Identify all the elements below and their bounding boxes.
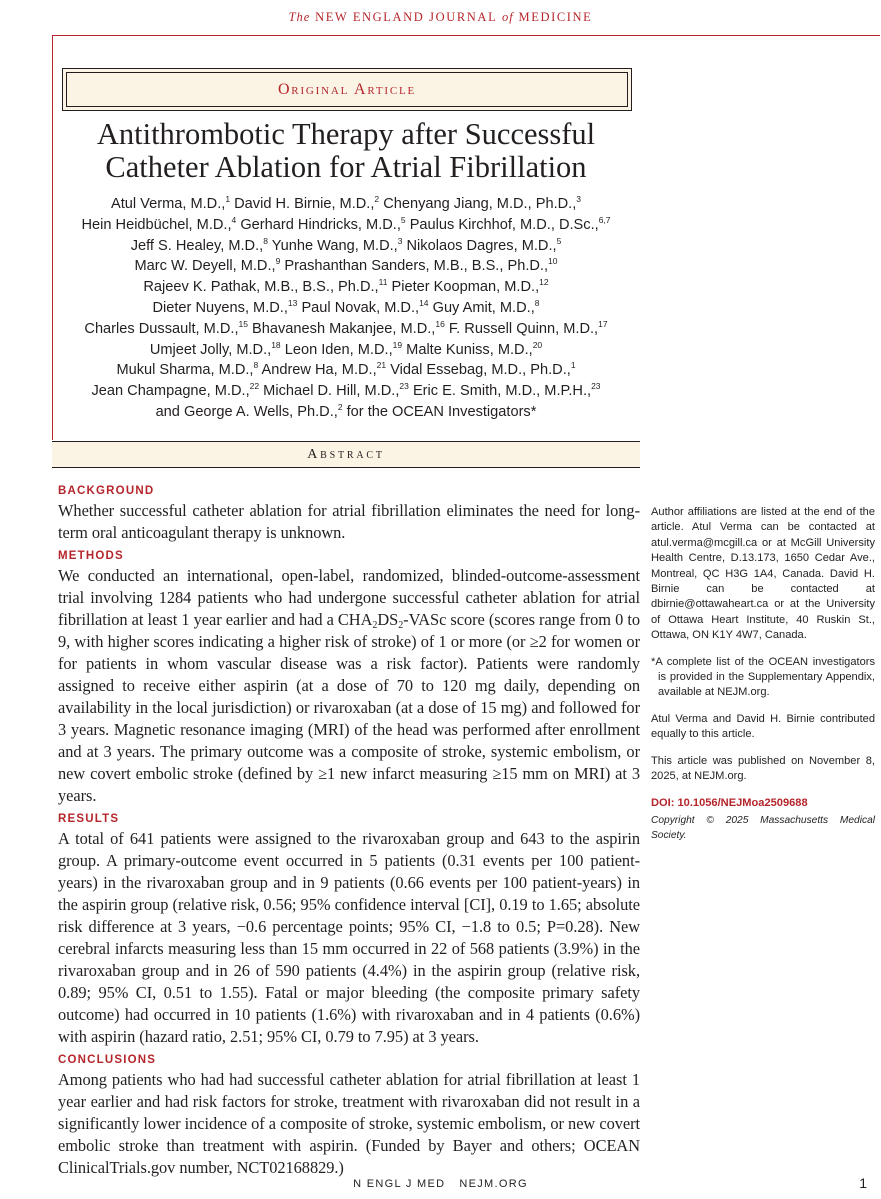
author-line — [52, 277, 640, 298]
sidebar-investigators-note: *A complete list of the OCEAN investigators is provided in the Supplementary Appendix, available at NEJM.org. — [651, 655, 875, 699]
author-line — [52, 319, 640, 340]
author-name: Marc W. Deyell, M.D., — [134, 258, 276, 275]
author-name: Paul Novak, M.D., — [301, 299, 420, 316]
header-rule — [52, 35, 880, 36]
author-name: Malte Kuniss, M.D., — [406, 341, 533, 358]
methods-subscript-1: 2 — [372, 620, 378, 631]
author-name: Dieter Nuyens, M.D., — [152, 299, 288, 316]
article-title-line-2: Catheter Ablation for Atrial Fibrillation — [105, 150, 587, 184]
author-affiliation-number: 23 — [591, 381, 601, 392]
author-affiliation-number: 18 — [271, 339, 281, 350]
author-affiliation-number: 13 — [287, 297, 298, 308]
methods-text-part-2: DS — [377, 610, 399, 629]
author-affiliation-number: 12 — [539, 277, 549, 288]
author-name: for the OCEAN Investigators* — [346, 403, 537, 420]
author-name: Andrew Ha, M.D., — [261, 362, 377, 379]
journal-header-medicine: MEDICINE — [518, 10, 593, 24]
sidebar-doi[interactable]: DOI: 10.1056/NEJMoa2509688 — [651, 796, 808, 809]
author-affiliation-number: 19 — [392, 339, 403, 350]
methods-text-part-1: We conducted an international, open-label, randomized, blinded-outcome-assessment trial involving 1284 patients who had undergone successful catheter ablation for atrial fibrillation at least 1 year earlier and had a CHA — [58, 566, 640, 629]
author-name: Bhavanesh Makanjee, M.D., — [252, 320, 436, 337]
abstract-heading-label: Abstract — [307, 447, 385, 462]
author-affiliation-number: 5 — [400, 214, 406, 225]
author-name: Rajeev K. Pathak, M.B., B.S., Ph.D., — [143, 279, 379, 296]
article-title-line-1: Antithrombotic Therapy after Successful — [96, 117, 596, 151]
author-line — [52, 256, 640, 277]
author-name: Atul Verma, M.D., — [110, 196, 226, 212]
author-name: Yunhe Wang, M.D., — [271, 237, 398, 254]
author-line — [52, 215, 640, 236]
journal-header-the: The — [288, 10, 311, 24]
article-title — [52, 118, 640, 184]
author-affiliation-number: 6,7 — [598, 214, 611, 225]
author-name: Vidal Essebag, M.D., Ph.D., — [390, 362, 571, 379]
author-name: Eric E. Smith, M.D., M.P.H., — [412, 383, 592, 400]
author-affiliation-number: 21 — [376, 360, 387, 371]
journal-header-name: NEW ENGLAND JOURNAL — [315, 10, 498, 24]
article-type-box — [62, 68, 632, 111]
author-affiliation-number: 8 — [253, 360, 259, 371]
author-affiliation-number: 15 — [238, 318, 248, 329]
results-heading: RESULTS — [58, 813, 120, 825]
author-name: Jeff S. Healey, M.D., — [130, 237, 264, 254]
author-affiliation-number: 2 — [374, 194, 380, 204]
sidebar-equal-contribution: Atul Verma and David H. Birnie contributed equally to this article. — [651, 712, 875, 741]
author-name: Michael D. Hill, M.D., — [263, 383, 400, 400]
footer-site[interactable]: NEJM.ORG — [459, 1178, 528, 1190]
author-name: Leon Iden, M.D., — [284, 341, 393, 358]
author-line — [52, 402, 640, 423]
author-name: David H. Birnie, M.D., — [234, 196, 375, 212]
author-affiliation-number: 23 — [399, 381, 409, 392]
author-name: Chenyang Jiang, M.D., Ph.D., — [383, 196, 577, 212]
author-name: Hein Heidbüchel, M.D., — [81, 216, 232, 233]
author-affiliation-number: 11 — [378, 277, 388, 288]
author-line — [52, 194, 640, 215]
author-affiliation-number: 5 — [556, 235, 562, 246]
sidebar-copyright: Copyright © 2025 Massachusetts Medical Society. — [651, 814, 875, 842]
author-name: Umjeet Jolly, M.D., — [149, 341, 272, 358]
author-line — [52, 236, 640, 257]
author-name: F. Russell Quinn, M.D., — [448, 320, 599, 337]
author-affiliation-number: 3 — [576, 194, 582, 204]
sidebar-publication-date: This article was published on November 8, 2025, at NEJM.org. — [651, 754, 875, 783]
methods-heading: METHODS — [58, 550, 124, 562]
conclusions-heading: CONCLUSIONS — [58, 1054, 157, 1066]
author-affiliation-number: 16 — [435, 318, 445, 329]
author-affiliation-number: 4 — [231, 214, 237, 225]
author-name: Gerhard Hindricks, M.D., — [240, 216, 401, 233]
results-text: A total of 641 patients were assigned to the rivaroxaban group and 643 to the aspirin group. A primary-outcome event occurred in 5 patients (0.31 events per 100 patient-years) in the rivaroxaban group and in 9 patients (0.66 events per 100 patient-years) in the aspirin group (relative risk, 0.56; 95% confidence interval [CI], 0.19 to 1.65; absolute risk difference at 3 years, −0.6 percentage points; 95% CI, −1.8 to 0.5; P=0.28). New cerebral infarcts measuring less than 15 mm occurred in 22 of 568 patients (3.9%) in the rivaroxaban group and in 26 of 590 patients (4.4%) in the aspirin group (relative risk, 0.89; 95% CI, 0.51 to 1.55). Fatal or major bleeding (the composite primary safety outcome) had occurred in 10 patients (1.6%) with rivaroxaban and in 4 patients (0.6%) with aspirin (hazard ratio, 2.51; 95% CI, 0.79 to 7.95) at 3 years. — [58, 829, 640, 1046]
author-affiliation-number: 1 — [225, 194, 231, 204]
author-affiliation-number: 17 — [598, 318, 608, 329]
author-affiliation-number: 20 — [532, 339, 543, 350]
author-affiliation-number: 8 — [534, 297, 540, 308]
author-name: Charles Dussault, M.D., — [84, 320, 239, 337]
author-affiliation-number: 14 — [419, 297, 429, 308]
abstract-heading — [52, 441, 640, 468]
footer-journal-abbrev: N ENGL J MED — [353, 1178, 446, 1190]
author-list — [52, 194, 640, 423]
page-number: 1 — [859, 1175, 867, 1191]
author-affiliation-number: 10 — [548, 256, 558, 267]
journal-header — [0, 10, 881, 25]
background-text: Whether successful catheter ablation for atrial fibrillation eliminates the need for long-term oral anticoagulant therapy is unknown. — [58, 501, 640, 542]
author-name: Nikolaos Dagres, M.D., — [406, 237, 557, 254]
author-name: Prashanthan Sanders, M.B., B.S., Ph.D., — [284, 258, 549, 275]
sidebar-affiliations: Author affiliations are listed at the end of the article. Atul Verma can be contacted at atul.verma@mcgill.ca or at McGill University Health Centre, D.13.173, 1650 Cedar Ave., Montreal, QC H3G 1A4, Canada. David H. Birnie can be contacted at dbirnie@ottawaheart.ca or at the University of Ottawa Heart Institute, 40 Ruskin St., Ottawa, ON K1Y 4W7, Canada. — [651, 506, 875, 642]
article-sidebar — [651, 505, 875, 855]
author-affiliation-number: 8 — [263, 235, 268, 246]
author-name: Guy Amit, M.D., — [432, 299, 535, 316]
methods-text-part-3: -VASc score (scores range from 0 to 9, with higher scores indicating a higher risk of stroke) of 1 or more (or ≥2 for women or for patients in whom vascular disease was a risk factor). Patients were randomly assigned to receive either aspirin (at a dose of 70 to 120 mg daily, depending on availability in the local jurisdiction) or rivaroxaban (at a dose of 15 mg) and followed for 3 years. Magnetic resonance imaging (MRI) of the head was performed after enrollment and at 3 years. The primary outcome was a composite of stroke, systemic embolism, or new covert embolic stroke (defined by ≥1 new infarct measuring ≥15 mm on MRI) at 3 years. — [58, 610, 640, 805]
author-affiliation-number: 2 — [337, 401, 343, 412]
author-name: Mukul Sharma, M.D., — [116, 362, 254, 379]
methods-subscript-2: 2 — [398, 620, 404, 631]
author-line — [52, 340, 640, 361]
author-line — [52, 360, 640, 381]
abstract-body — [58, 484, 640, 1179]
author-name: and George A. Wells, Ph.D., — [155, 403, 338, 420]
author-affiliation-number: 3 — [397, 235, 403, 246]
article-type-label: Original Article — [66, 72, 628, 107]
author-line — [52, 298, 640, 319]
methods-text — [58, 565, 640, 807]
journal-header-of: of — [502, 10, 514, 24]
author-name: Jean Champagne, M.D., — [91, 383, 250, 400]
background-heading: BACKGROUND — [58, 485, 155, 497]
author-name: Pieter Koopman, M.D., — [391, 279, 540, 296]
author-affiliation-number: 1 — [570, 360, 576, 371]
author-line — [52, 381, 640, 402]
page-footer — [0, 1178, 881, 1190]
author-affiliation-number: 9 — [275, 256, 281, 267]
author-name: Paulus Kirchhof, M.D., D.Sc., — [409, 216, 599, 233]
conclusions-text: Among patients who had had successful catheter ablation for atrial fibrillation at least 1 year earlier and had risk factors for stroke, treatment with rivaroxaban did not result in a significantly lower incidence of a composite of stroke, systemic embolism, or new covert embolic stroke than treatment with aspirin. (Funded by Bayer and others; OCEAN ClinicalTrials.gov number, NCT02168829.) — [58, 1070, 640, 1177]
author-affiliation-number: 22 — [249, 381, 260, 392]
